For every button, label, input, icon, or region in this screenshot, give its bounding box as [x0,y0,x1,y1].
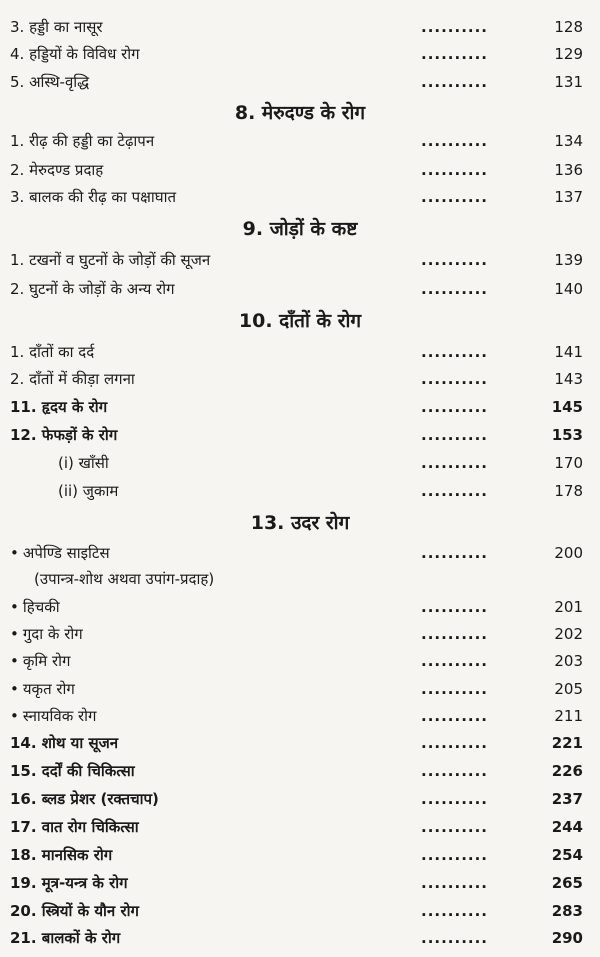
toc-entry-label: 5. अस्थि-वृद्धि [10,73,90,91]
toc-entry [0,128,600,155]
toc-entry-title [10,422,117,449]
page-number: 226 [551,762,583,780]
toc-entry-title [10,184,176,211]
toc-entry-title [10,128,154,155]
toc-entry-title [10,69,89,96]
leader-dots: .......... [421,790,488,808]
page-number: 136 [554,161,583,179]
toc-entry-label: 21. बालकों के रोग [10,929,121,947]
toc-entry [0,842,600,869]
toc-entry-title [10,339,94,366]
toc-entry-label: 14. शोथ या सूजन [10,734,119,752]
toc-entry-label: (ii) जुकाम [58,482,119,500]
section-heading: 13. उदर रोग [250,512,350,534]
toc-entry-title [10,594,60,621]
toc-entry-label: गुदा के रोग [22,625,83,643]
toc-entry-label: 2. दाँतों में कीड़ा लगना [10,370,135,388]
page-number: 137 [554,188,583,206]
leader-dots: .......... [421,482,488,500]
page-number: 170 [554,454,583,472]
toc-entry-label: 18. मानसिक रोग [10,846,113,864]
toc-entry-label: 19. मूत्र-यन्त्र के रोग [10,874,128,892]
leader-dots: .......... [421,652,488,670]
toc-entry [0,758,600,785]
leader-dots: .......... [421,188,488,206]
toc-entry-title [10,41,140,68]
toc-entry [0,276,600,303]
toc-entry [0,394,600,421]
leader-dots: .......... [421,734,488,752]
toc-entry [0,339,600,366]
toc-entry [0,184,600,211]
leader-dots: .......... [421,18,488,36]
toc-entry [0,676,600,703]
toc-entry [0,898,600,925]
toc-entry-label: यकृत रोग [22,680,75,698]
toc-entry-title [58,478,118,505]
page-number: 139 [554,251,583,269]
page-number: 203 [554,652,583,670]
toc-entry-title [10,842,112,869]
toc-entry [0,786,600,813]
bullet-icon: • [10,707,19,725]
page-number: 244 [551,818,583,836]
page-number: 153 [551,426,583,444]
toc-entry [0,450,600,477]
toc-entry-label: 1. टखनों व घुटनों के जोड़ों की सूजन [10,251,211,269]
toc-entry-title [10,703,96,730]
page-number: 129 [554,45,583,63]
toc-entry [0,478,600,505]
toc-entry-label: 12. फेफड़ों के रोग [10,426,118,444]
toc-entry-label: 15. दर्दों की चिकित्सा [10,762,135,780]
toc-entry [0,730,600,757]
toc-entry-title [10,14,103,41]
toc-entry-label: हिचकी [22,598,60,616]
toc-entry [0,69,600,96]
toc-entry-label: स्नायविक रोग [22,707,97,725]
leader-dots: .......... [421,625,488,643]
toc-entry-title [10,925,120,952]
page-number: 265 [551,874,583,892]
toc-entry-label: (i) खाँसी [58,454,109,472]
toc-entry [0,594,600,621]
page-number: 211 [554,707,583,725]
toc-entry [0,422,600,449]
toc-entry-title [10,730,118,757]
toc-entry-label: अपेण्डि साइटिस [22,544,110,562]
toc-entry-title [10,621,83,648]
leader-dots: .......... [421,929,488,947]
leader-dots: .......... [421,902,488,920]
toc-entry-title [10,394,107,421]
leader-dots: .......... [421,762,488,780]
page-number: 134 [554,132,583,150]
toc-entry-title [10,540,110,567]
toc-entry [0,566,600,593]
toc-entry [0,366,600,393]
leader-dots: .......... [421,343,488,361]
page-number: 140 [554,280,583,298]
toc-entry-title [10,676,75,703]
toc-entry-title [10,247,210,274]
toc-entry-label: कृमि रोग [22,652,71,670]
page-number: 237 [551,790,583,808]
toc-entry-title [10,814,139,841]
leader-dots: .......... [421,251,488,269]
page-number: 221 [551,734,583,752]
leader-dots: .......... [421,454,488,472]
bullet-icon: • [10,680,19,698]
page-number: 128 [554,18,583,36]
toc-entry-label: 16. ब्लड प्रेशर (रक्तचाप) [10,790,159,808]
toc-entry [0,648,600,675]
toc-entry-title [34,566,214,593]
toc-entry [0,814,600,841]
leader-dots: .......... [421,370,488,388]
leader-dots: .......... [421,818,488,836]
leader-dots: .......... [421,280,488,298]
toc-entry-label: 17. वात रोग चिकित्सा [10,818,139,836]
leader-dots: .......... [421,846,488,864]
leader-dots: .......... [421,426,488,444]
toc-entry-title [10,648,70,675]
section-heading: 9. जोड़ों के कष्ट [242,218,358,240]
toc-entry [0,925,600,952]
page-number: 202 [554,625,583,643]
toc-entry-label: (उपान्त्र-शोथ अथवा उपांग-प्रदाह) [34,570,215,588]
toc-entry-title [10,786,159,813]
section-heading: 10. दाँतों के रोग [238,310,362,332]
toc-entry-title [58,450,109,477]
toc-entry [0,247,600,274]
toc-entry-title [10,157,103,184]
page-number: 254 [551,846,583,864]
leader-dots: .......... [421,45,488,63]
leader-dots: .......... [421,544,488,562]
page-number: 205 [554,680,583,698]
bullet-icon: • [10,598,19,616]
leader-dots: .......... [421,874,488,892]
leader-dots: .......... [421,132,488,150]
toc-entry [0,157,600,184]
page-number: 131 [554,73,583,91]
toc-entry-label: 4. हड्डियों के विविध रोग [10,45,140,63]
bullet-icon: • [10,544,19,562]
toc-entry [0,14,600,41]
toc-entry-label: 2. घुटनों के जोड़ों के अन्य रोग [10,280,175,298]
toc-entry-title [10,276,175,303]
toc-entry [0,41,600,68]
page-number: 178 [554,482,583,500]
page-number: 145 [551,398,583,416]
toc-entry [0,703,600,730]
toc-entry-label: 1. दाँतों का दर्द [10,343,95,361]
section-heading: 8. मेरुदण्ड के रोग [234,102,366,124]
page-number: 143 [554,370,583,388]
page-number: 290 [551,929,583,947]
toc-entry-label: 2. मेरुदण्ड प्रदाह [10,161,104,179]
toc-entry-label: 1. रीढ़ की हड्डी का टेढ़ापन [10,132,155,150]
toc-entry [0,540,600,567]
page-number: 200 [554,544,583,562]
page-number: 141 [554,343,583,361]
toc-entry [0,870,600,897]
bullet-icon: • [10,652,19,670]
toc-entry-label: 3. हड्डी का नासूर [10,18,103,36]
toc-entry-title [10,898,139,925]
toc-entry [0,621,600,648]
page-number: 201 [554,598,583,616]
page-number: 283 [551,902,583,920]
toc-entry-label: 11. हृदय के रोग [10,398,108,416]
leader-dots: .......... [421,161,488,179]
toc-entry-title [10,366,135,393]
leader-dots: .......... [421,73,488,91]
leader-dots: .......... [421,598,488,616]
leader-dots: .......... [421,398,488,416]
bullet-icon: • [10,625,19,643]
toc-entry-title [10,870,128,897]
toc-entry-label: 20. स्त्रियों के यौन रोग [10,902,139,920]
leader-dots: .......... [421,680,488,698]
toc-entry-label: 3. बालक की रीढ़ का पक्षाघात [10,188,177,206]
toc-entry-title [10,758,135,785]
leader-dots: .......... [421,707,488,725]
